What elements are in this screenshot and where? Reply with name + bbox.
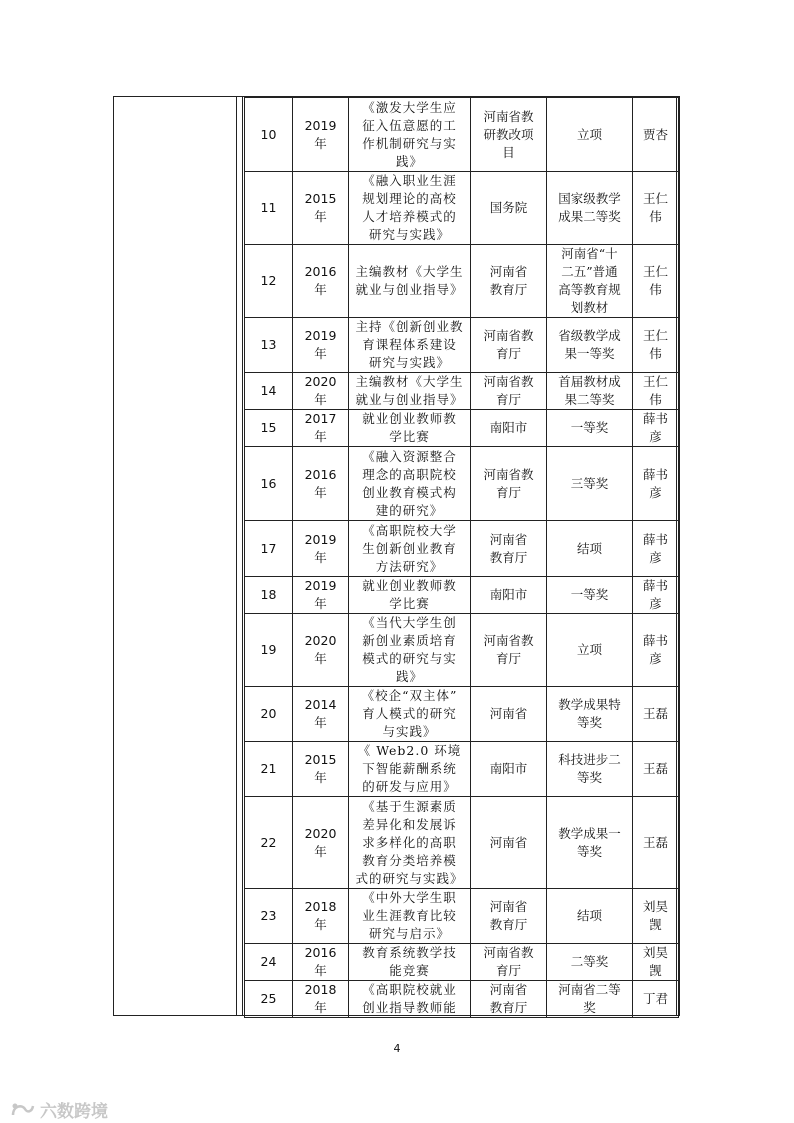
table-row [245,577,679,614]
row-issuer: 河南省教 育厅 [471,318,547,373]
row-issuer: 国务院 [471,172,547,245]
row-number: 17 [245,521,293,577]
row-year: 2019 年 [293,521,349,577]
table-row [245,447,679,521]
row-project-title: 《校企“双主体” 育人模式的研究 与实践》 [349,687,471,742]
row-year: 2014 年 [293,687,349,742]
row-number: 13 [245,318,293,373]
row-issuer: 河南省 教育厅 [471,245,547,318]
row-result: 教学成果一 等奖 [547,797,633,889]
table-row [245,981,679,1018]
row-project-title: 就业创业教师教 学比赛 [349,410,471,447]
row-result: 河南省“十 二五”普通 高等教育规 划教材 [547,245,633,318]
table-row [245,410,679,447]
row-result: 立项 [547,614,633,687]
row-year: 2020 年 [293,614,349,687]
watermark [10,1097,108,1122]
row-year: 2020 年 [293,797,349,889]
row-person: 丁君 [633,981,679,1018]
row-year: 2015 年 [293,742,349,797]
table-row [245,98,679,172]
row-person: 刘昊 觊 [633,944,679,981]
row-result: 一等奖 [547,577,633,614]
table-row [245,797,679,889]
row-person: 薛书 彦 [633,410,679,447]
row-person: 刘昊 觊 [633,889,679,944]
row-number: 24 [245,944,293,981]
row-person: 贾杏 [633,98,679,172]
row-person: 王仁 伟 [633,172,679,245]
row-project-title: 《高职院校就业 创业指导教师能 [349,981,471,1018]
row-year: 2018 年 [293,981,349,1018]
row-issuer: 河南省 教育厅 [471,521,547,577]
row-project-title: 《当代大学生创 新创业素质培育 模式的研究与实 践》 [349,614,471,687]
logo-icon [10,1101,36,1119]
row-person: 王仁 伟 [633,245,679,318]
row-result: 二等奖 [547,944,633,981]
row-number: 15 [245,410,293,447]
row-issuer: 河南省教 育厅 [471,614,547,687]
row-person: 王磊 [633,687,679,742]
row-person: 王磊 [633,742,679,797]
row-result: 结项 [547,521,633,577]
row-year: 2016 年 [293,447,349,521]
row-project-title: 《激发大学生应 征入伍意愿的工 作机制研究与实 践》 [349,98,471,172]
row-person: 王仁 伟 [633,373,679,410]
row-issuer: 河南省教 育厅 [471,944,547,981]
row-year: 2016 年 [293,944,349,981]
row-result: 国家级教学 成果二等奖 [547,172,633,245]
table-row [245,614,679,687]
row-number: 18 [245,577,293,614]
row-issuer: 河南省 [471,797,547,889]
page-number: 4 [393,1042,401,1055]
row-year: 2016 年 [293,245,349,318]
row-person: 王磊 [633,797,679,889]
row-issuer: 河南省 [471,687,547,742]
row-issuer: 河南省 教育厅 [471,981,547,1018]
row-result: 教学成果特 等奖 [547,687,633,742]
column-divider [242,97,243,1015]
row-project-title: 教育系统教学技 能竞赛 [349,944,471,981]
row-number: 10 [245,98,293,172]
table-row [245,889,679,944]
row-person: 薛书 彦 [633,577,679,614]
row-number: 11 [245,172,293,245]
row-number: 21 [245,742,293,797]
row-result: 省级教学成 果一等奖 [547,318,633,373]
row-issuer: 河南省 教育厅 [471,889,547,944]
table-row [245,521,679,577]
row-number: 20 [245,687,293,742]
table-row [245,944,679,981]
row-number: 19 [245,614,293,687]
row-project-title: 主持《创新创业教 育课程体系建设 研究与实践》 [349,318,471,373]
row-result: 首届教材成 果二等奖 [547,373,633,410]
row-number: 14 [245,373,293,410]
row-number: 22 [245,797,293,889]
row-year: 2018 年 [293,889,349,944]
watermark-text: 六数跨境 [40,1102,108,1122]
row-number: 12 [245,245,293,318]
row-result: 科技进步二 等奖 [547,742,633,797]
row-year: 2019 年 [293,98,349,172]
row-person: 薛书 彦 [633,447,679,521]
row-project-title: 主编教材《大学生 就业与创业指导》 [349,245,471,318]
row-result: 结项 [547,889,633,944]
row-issuer: 南阳市 [471,577,547,614]
row-project-title: 主编教材《大学生 就业与创业指导》 [349,373,471,410]
row-issuer: 河南省教 育厅 [471,373,547,410]
row-project-title: 就业创业教师教 学比赛 [349,577,471,614]
row-issuer: 南阳市 [471,410,547,447]
row-number: 16 [245,447,293,521]
column-divider [236,97,237,1015]
row-year: 2019 年 [293,318,349,373]
row-number: 25 [245,981,293,1018]
row-issuer: 河南省教 育厅 [471,447,547,521]
row-number: 23 [245,889,293,944]
row-person: 薛书 彦 [633,521,679,577]
table-row [245,245,679,318]
row-project-title: 《高职院校大学 生创新创业教育 方法研究》 [349,521,471,577]
row-project-title: 《 Web2.0 环境 下智能薪酬系统 的研发与应用》 [349,742,471,797]
row-year: 2020 年 [293,373,349,410]
row-project-title: 《中外大学生职 业生涯教育比较 研究与启示》 [349,889,471,944]
row-year: 2017 年 [293,410,349,447]
row-project-title: 《融入职业生涯 规划理论的高校 人才培养模式的 研究与实践》 [349,172,471,245]
row-result: 三等奖 [547,447,633,521]
row-issuer: 南阳市 [471,742,547,797]
table-row [245,172,679,245]
row-person: 薛书 彦 [633,614,679,687]
table-row [245,687,679,742]
row-result: 立项 [547,98,633,172]
table-row [245,742,679,797]
row-project-title: 《基于生源素质 差异化和发展诉 求多样化的高职 教育分类培养模 式的研究与实践》 [349,797,471,889]
row-issuer: 河南省教 研教改项 目 [471,98,547,172]
row-project-title: 《融入资源整合 理念的高职院校 创业教育模式构 建的研究》 [349,447,471,521]
row-result: 一等奖 [547,410,633,447]
table-row [245,373,679,410]
row-result: 河南省二等 奖 [547,981,633,1018]
achievements-table [244,97,679,1018]
row-year: 2019 年 [293,577,349,614]
table-row [245,318,679,373]
row-person: 王仁 伟 [633,318,679,373]
row-year: 2015 年 [293,172,349,245]
